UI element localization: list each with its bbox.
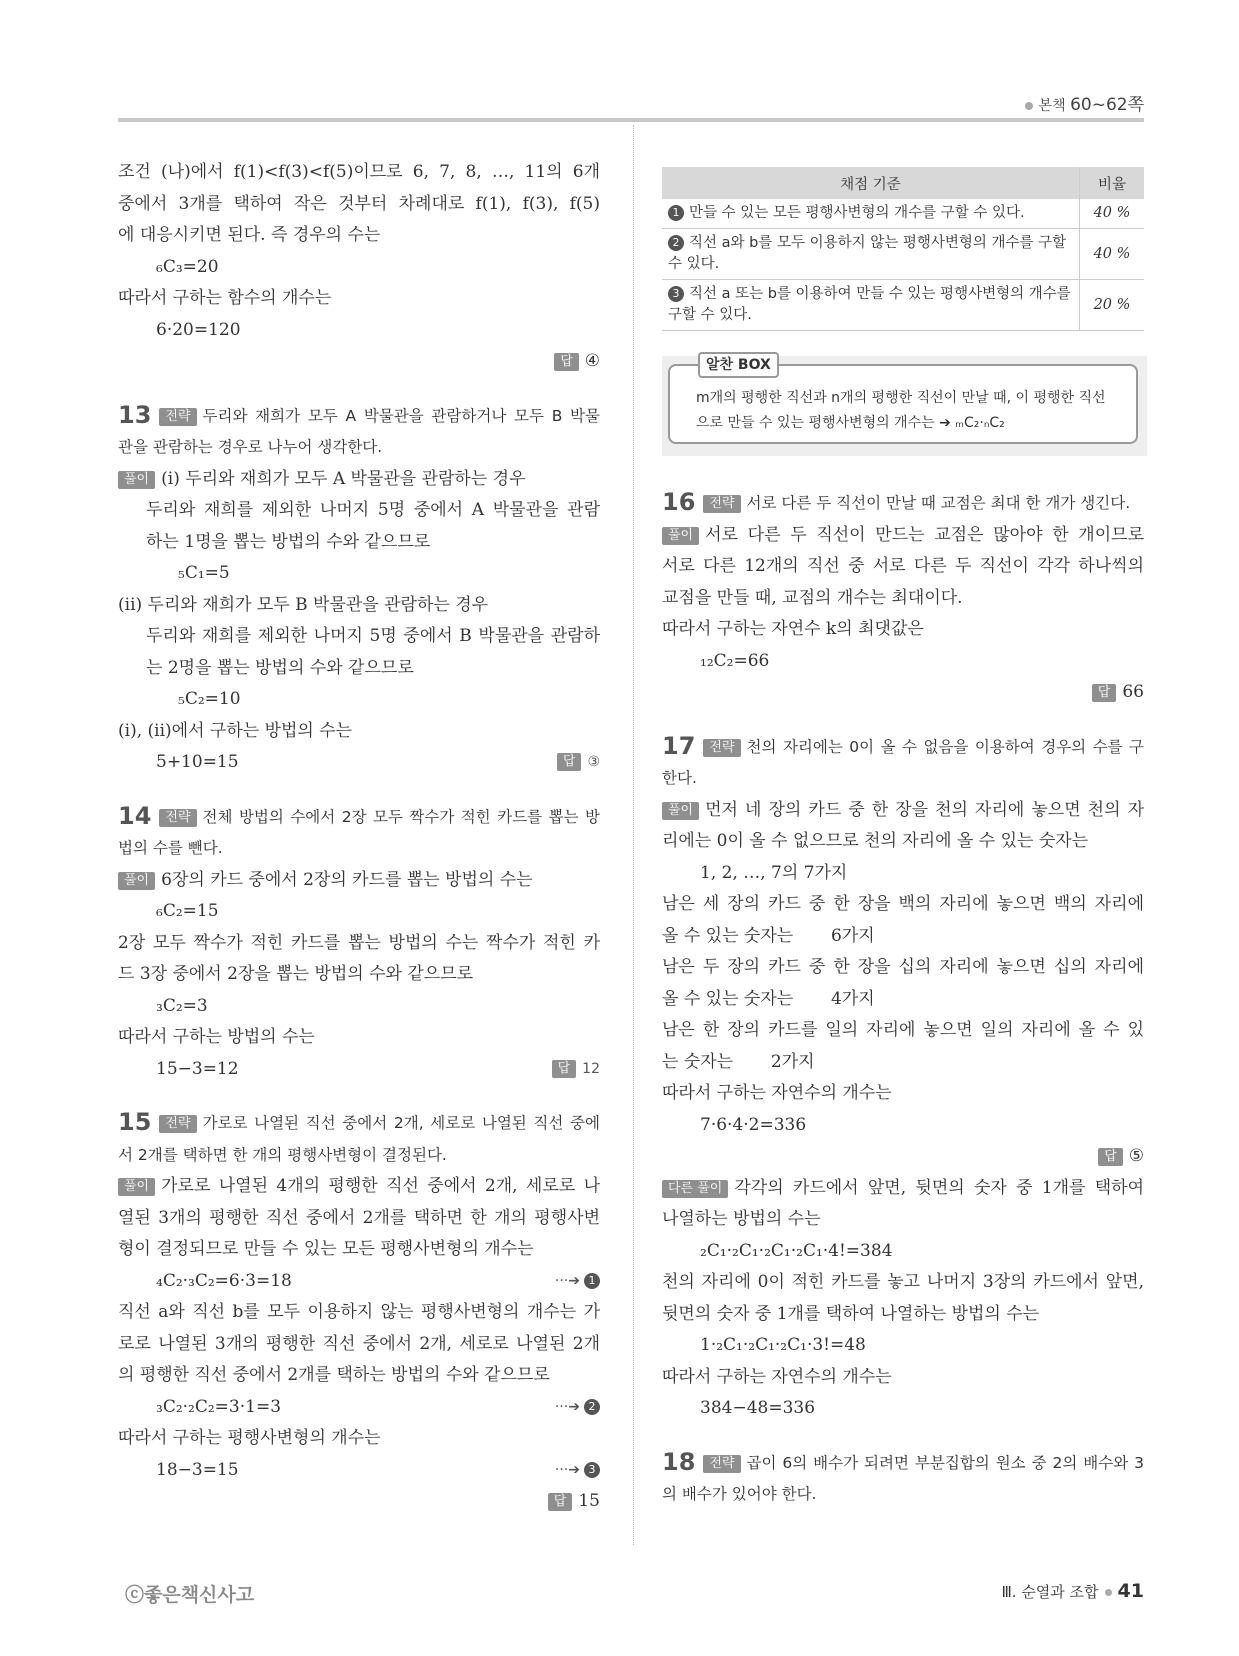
solution-line: 드 3장 중에서 2장을 뽑는 방법의 수와 같으므로	[118, 964, 474, 984]
alt-solution-line: 뒷면의 숫자 중 1개를 택하여 나열하는 방법의 수는	[662, 1303, 1040, 1324]
chapter-title: Ⅲ. 순열과 조합	[1001, 1583, 1099, 1601]
solution-line: 남은 세 장의 카드 중 한 장을 백의 자리에 놓으면 백의 자리에	[662, 894, 1144, 914]
solution-line: 형이 결정되므로 만들 수 있는 모든 평행사변형의 개수는	[118, 1239, 534, 1259]
answer-tag: 답	[554, 353, 579, 371]
page-footer	[1001, 1580, 1144, 1602]
problem-16-strategy: 16 전략 서로 다른 두 직선이 만날 때 교점은 최대 한 개가 생긴다.	[662, 488, 1131, 516]
problem-15-strategy: 15 전략 가로로 나열된 직선 중에서 2개, 세로로 나열된 직선 중에	[118, 1108, 600, 1136]
formula: ₃C₂=3	[156, 995, 208, 1016]
solution-line: 두리와 재희를 제외한 나머지 5명 중에서 A 박물관을 관람	[146, 500, 600, 520]
page-number: 41	[1117, 1580, 1144, 1602]
solution-line: 는 2명을 뽑는 방법의 수와 같으므로	[146, 657, 414, 678]
solution-line: 따라서 구하는 평행사변형의 개수는	[118, 1428, 381, 1448]
left-column	[118, 157, 600, 1518]
solution-line: 풀이 (i) 두리와 재희가 모두 A 박물관을 관람하는 경우	[118, 464, 600, 496]
formula: ₃C₂·₂C₂=3·1=3 ···➔ 2	[118, 1392, 600, 1424]
solution-line: 두리와 재희를 제외한 나머지 5명 중에서 B 박물관을 관람하	[146, 626, 600, 646]
formula: 5+10=15 답 ③	[156, 752, 600, 772]
alt-solution-line: 따라서 구하는 자연수의 개수는	[662, 1366, 892, 1387]
grading-header-ratio: 비율	[1080, 167, 1145, 199]
solution-line: 직선 a와 직선 b를 모두 이용하지 않는 평행사변형의 개수는 가	[118, 1302, 600, 1322]
answer: 답 66	[662, 677, 1144, 709]
alt-solution-line: 다른 풀이 각각의 카드에서 앞면, 뒷면의 숫자 중 1개를 택하여	[662, 1173, 1144, 1205]
strategy-line: 서 2개를 택하면 한 개의 평행사변형이 결정된다.	[118, 1145, 447, 1164]
solution-line: 의 평행한 직선 중에서 2개를 택하는 방법의 수와 같으므로	[118, 1365, 550, 1385]
answer: 답 15	[118, 1486, 600, 1518]
formula: 7·6·4·2=336	[700, 1114, 807, 1135]
solution-line: 남은 두 장의 카드 중 한 장을 십의 자리에 놓으면 십의 자리에	[662, 957, 1144, 977]
text-line: 따라서 구하는 함수의 개수는	[118, 288, 332, 308]
table-row: 1 만들 수 있는 모든 평행사변형의 개수를 구할 수 있다. 40 %	[662, 199, 1144, 229]
formula: ₄C₂·₃C₂=6·3=18 ···➔ 1	[118, 1266, 600, 1298]
tip-box	[668, 357, 1138, 444]
right-column	[662, 487, 1144, 1511]
formula: 384−48=336	[700, 1398, 816, 1418]
solution-line: 서로 다른 12개의 직선 중 서로 다른 두 직선이 각각 하나씩의	[662, 556, 1144, 576]
formula: 1·₂C₁·₂C₁·₂C₁·3!=48	[700, 1335, 866, 1355]
text-line: 조건 (나)에서 f(1)<f(3)<f(5)이므로 6, 7, 8, …, 11의 6개	[118, 162, 600, 182]
solution-line: 풀이 서로 다른 두 직선이 만드는 교점은 많아야 한 개이므로	[662, 520, 1144, 552]
solution-line: 남은 한 장의 카드를 일의 자리에 놓으면 일의 자리에 올 수 있	[662, 1020, 1144, 1040]
tip-box-line: 으로 만들 수 있는 평행사변형의 개수는 ➔ ₘC₂·ₙC₂	[696, 415, 1005, 431]
formula: ₅C₁=5	[178, 563, 230, 583]
problem-17-strategy: 17 전략 천의 자리에는 0이 올 수 없음을 이용하여 경우의 수를 구	[662, 731, 1144, 760]
solution-line: 따라서 구하는 방법의 수는	[118, 1027, 315, 1047]
solution-line: 리에는 0이 올 수 없으므로 천의 자리에 올 수 있는 숫자는	[662, 831, 1089, 851]
strategy-line: 한다.	[662, 769, 697, 787]
tip-box-line: m개의 평행한 직선과 n개의 평행한 직선이 만날 때, 이 평행한 직선	[696, 390, 1106, 406]
grading-table	[662, 167, 1144, 331]
solution-line: 올 수 있는 숫자는 4가지	[662, 988, 875, 1009]
tip-box-background	[662, 356, 1147, 456]
solution-line: 올 수 있는 숫자는 6가지	[662, 925, 875, 946]
answer: 답 ⑤	[662, 1141, 1144, 1173]
answer: 답 ④	[118, 346, 600, 378]
table-row: 3 직선 a 또는 b를 이용하여 만들 수 있는 평행사변형의 개수를 구할 수 있다. 20 %	[662, 280, 1144, 331]
formula: ₆C₃=20	[156, 256, 219, 277]
problem-13-strategy: 13 전략 두리와 재희가 모두 A 박물관을 관람하거나 모두 B 박물	[118, 400, 600, 429]
solution-line: 교점을 만들 때, 교점의 개수는 최대이다.	[662, 587, 963, 608]
grading-header-criteria: 채점 기준	[662, 167, 1080, 199]
solution-line: 풀이 먼저 네 장의 카드 중 한 장을 천의 자리에 놓으면 천의 자	[662, 795, 1144, 827]
bullet-dot-icon	[1025, 102, 1033, 110]
formula: ₆C₂=15	[156, 901, 219, 921]
problem-18-strategy: 18 전략 곱이 6의 배수가 되려면 부분집합의 원소 중 2의 배수와 3	[662, 1447, 1144, 1476]
solution-line: 따라서 구하는 자연수의 개수는	[662, 1083, 892, 1103]
strategy-line: 관을 관람하는 경우로 나누어 생각한다.	[118, 438, 383, 456]
top-rule	[118, 118, 1144, 122]
formula: 18−3=15 ···➔ 3	[118, 1455, 600, 1487]
solution-line: 2장 모두 짝수가 적힌 카드를 뽑는 방법의 수는 짝수가 적힌 카	[118, 932, 600, 953]
solution-line: (i), (ii)에서 구하는 방법의 수는	[118, 720, 353, 741]
solution-line: (ii) 두리와 재희가 모두 B 박물관을 관람하는 경우	[118, 594, 489, 615]
strategy-line: 의 배수가 있어야 한다.	[662, 1485, 817, 1503]
text-line: 중에서 3개를 택하여 작은 것부터 차례대로 f(1), f(3), f(5)	[118, 193, 600, 214]
strategy-line: 법의 수를 뺀다.	[118, 839, 223, 857]
alt-solution-line: 천의 자리에 0이 적힌 카드를 놓고 나머지 3장의 카드에서 앞면,	[662, 1272, 1144, 1292]
formula: 6·20=120	[156, 319, 241, 340]
formula: ₂C₁·₂C₁·₂C₁·₂C₁·4!=384	[700, 1240, 893, 1261]
formula: 15−3=12 답 12	[156, 1058, 600, 1079]
check-mark: ···➔ 2	[555, 1392, 600, 1424]
column-divider	[633, 125, 634, 1545]
publisher-logo: ⓒ좋은책신사고	[125, 1584, 255, 1606]
solution-line: 풀이 가로로 나열된 4개의 평행한 직선 중에서 2개, 세로로 나	[118, 1171, 600, 1203]
solution-line: 열된 3개의 평행한 직선 중에서 2개를 택하면 한 개의 평행사변	[118, 1207, 600, 1228]
check-mark: ···➔ 1	[555, 1266, 600, 1298]
solution-line: 하는 1명을 뽑는 방법의 수와 같으므로	[146, 531, 431, 552]
tip-box-label: 알찬 BOX	[698, 352, 779, 378]
solution-line: 풀이 6장의 카드 중에서 2장의 카드를 뽑는 방법의 수는	[118, 865, 600, 897]
formula: ₅C₂=10	[178, 689, 241, 709]
formula: ₁₂C₂=66	[700, 650, 770, 671]
problem-14-strategy: 14 전략 전체 방법의 수에서 2장 모두 짝수가 적힌 카드를 뽑는 방	[118, 801, 600, 830]
solution-line: 는 숫자는 2가지	[662, 1051, 815, 1072]
text-line: 에 대응시키면 된다. 즉 경우의 수는	[118, 225, 381, 245]
page-reference: 본책 60~62쪽	[1025, 90, 1144, 115]
formula: 1, 2, …, 7의 7가지	[700, 862, 848, 883]
solution-line: 따라서 구하는 자연수 k의 최댓값은	[662, 619, 924, 639]
bullet-dot-icon	[1105, 1589, 1112, 1596]
check-mark: ···➔ 3	[555, 1455, 600, 1487]
table-row: 2 직선 a와 b를 모두 이용하지 않는 평행사변형의 개수를 구할 수 있다. 40 %	[662, 229, 1144, 280]
alt-solution-line: 나열하는 방법의 수는	[662, 1209, 821, 1229]
solution-line: 로로 나열된 3개의 평행한 직선 중에서 2개, 세로로 나열된 2개	[118, 1333, 600, 1354]
